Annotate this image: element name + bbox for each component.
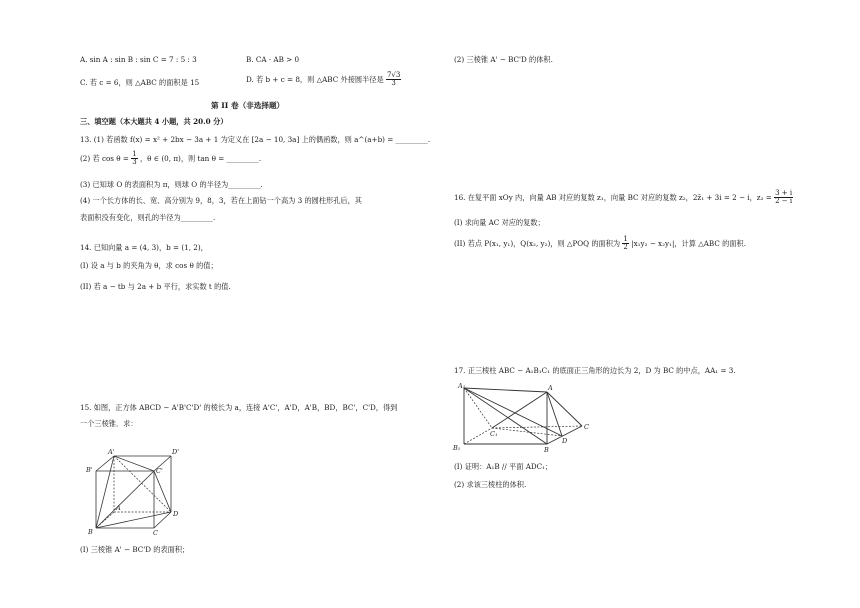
option-d [246, 72, 401, 88]
q16-line1 [454, 190, 793, 206]
q15-part1: (I) 三棱锥 A' − BC'D 的表面积； [80, 545, 190, 554]
cube-label-a: A [116, 504, 121, 512]
q16-fraction [774, 190, 793, 206]
option-d-fraction [386, 72, 401, 88]
q14-line1: 14. 已知向量 a = (4, 3)，b = (1, 2)， [80, 243, 208, 252]
part3-heading: 三、填空题（本大题共 4 小题，共 20.0 分） [80, 117, 228, 126]
prism-figure [452, 380, 602, 454]
section-title: 第 II 卷（非选择题） [211, 101, 285, 110]
q13-fraction [131, 151, 137, 167]
option-d-frac-num: 7√3 [386, 71, 401, 79]
q16-line3 [454, 236, 746, 252]
option-d-text: D. 若 b + c = 8，则 △ABC 外接圆半径是 [246, 74, 384, 84]
q15-line1: 15. 如图，正方体 ABCD − A'B'C'D' 的棱长为 a，连接 A'C'，A'D，A'B，BD，BC'，C'D，得到 [80, 403, 398, 412]
q16-area-fraction [622, 236, 628, 252]
prism-label-c: C [584, 423, 589, 431]
q15-line2: 一个三棱锥．求： [80, 419, 138, 428]
prism-label-d: D [562, 437, 568, 445]
option-b: B. CA · AB > 0 [246, 55, 300, 64]
cube-label-c: C [153, 529, 158, 536]
q13-line2-prefix: (2) 若 cos θ = [80, 153, 129, 163]
q15-part2: (2) 三棱锥 A' − BC'D 的体积. [454, 55, 553, 64]
q13-frac-den: 3 [132, 158, 137, 167]
prism-label-b1: B₁ [453, 444, 461, 452]
cube-label-a-prime: A' [108, 448, 115, 456]
prism-label-c1: C₁ [490, 430, 498, 438]
q16-line2: (I) 求向量 AC 对应的复数； [454, 218, 545, 227]
q13-line3: (3) 已知球 O 的表面积为 π，则球 O 的半径为_________. [80, 180, 263, 189]
prism-label-a1: A₁ [458, 382, 466, 390]
cube-label-d-prime: D' [172, 448, 179, 456]
cube-label-d: D [173, 510, 179, 518]
q16-line1-prefix: 16. 在复平面 xOy 内，向量 AB 对应的复数 z₁，向量 BC 对应的复数 z₂，2z̄₁ + 3i = 2 − i，z₂ = [454, 192, 772, 202]
cube-label-b-prime: B' [86, 466, 93, 474]
option-d-frac-den: 3 [391, 79, 396, 88]
q13-line5: 表面积没有变化，则孔的半径为_________. [80, 213, 216, 222]
prism-label-b: B [544, 446, 549, 454]
q17-part2: (2) 求该三棱柱的体积. [454, 480, 527, 489]
q13-frac-num: 1 [132, 150, 137, 158]
q16-frac-den: 2 − i [775, 197, 793, 206]
cube-label-b: B [88, 528, 93, 536]
option-c: C. 若 c = 6，则 △ABC 的面积是 15 [80, 78, 200, 87]
q17-line1: 17. 正三棱柱 ABC − A₁B₁C₁ 的底面正三角形的边长为 2，D 为 BC 的中点，AA₁ = 3. [454, 366, 736, 375]
q13-line2 [80, 151, 261, 167]
q17-part1: (I) 证明：A₁B // 平面 ADC₁； [454, 462, 553, 471]
q16-area-frac-den: 2 [623, 243, 628, 252]
option-a: A. sin A : sin B : sin C = 7 : 5 : 3 [80, 55, 197, 64]
q14-line3: (II) 若 a − tb 与 2a + b 平行，求实数 t 的值. [80, 282, 231, 291]
q13-line4: (4) 一个长方体的长、宽、高分别为 9，8，3，若在上面钻一个高为 3 的圆柱形孔后，其 [80, 196, 362, 205]
q16-line3-suffix: |x₁y₂ − x₂y₁|，计算 △ABC 的面积. [631, 238, 746, 248]
q14-line2: (I) 设 a 与 b 的夹角为 θ，求 cos θ 的值； [80, 261, 218, 270]
q16-area-frac-num: 1 [623, 235, 628, 243]
prism-label-a: A [548, 384, 553, 392]
q13-line2-suffix: ，θ ∈ (0, π)，则 tan θ = _________. [139, 153, 262, 163]
q13-line1: 13. (1) 若函数 f(x) = x² + 2bx − 3a + 1 为定义在 [2a − 10, 3a] 上的偶函数，则 a^(a+b) = _________. [80, 135, 431, 144]
q16-line3-prefix: (II) 若点 P(x₁, y₁)，Q(x₂, y₂)，则 △POQ 的面积为 [454, 238, 621, 248]
q16-frac-num: 3 + i [775, 189, 793, 197]
cube-label-c-prime: C' [156, 467, 163, 475]
cube-figure [86, 446, 186, 536]
